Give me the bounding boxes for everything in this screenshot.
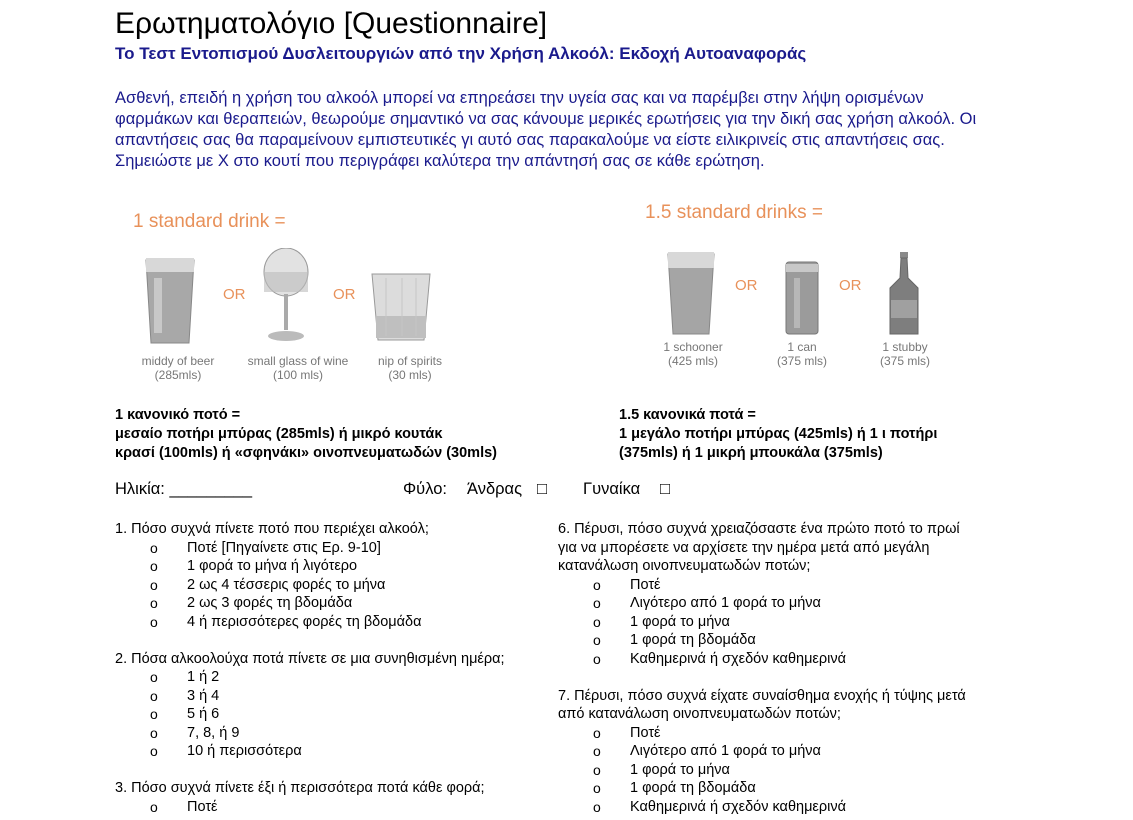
beer-glass-icon <box>146 258 194 343</box>
option-label: 3 ή 4 <box>187 687 220 704</box>
question-block <box>115 650 535 761</box>
option-bullet-icon: o <box>150 724 158 741</box>
option-bullet-icon: o <box>593 632 601 648</box>
questions-left-column <box>115 520 535 816</box>
option-label: Ποτέ <box>630 724 661 741</box>
answer-option[interactable] <box>115 705 535 724</box>
option-label: Λιγότερο από 1 φορά το μήνα <box>630 743 821 759</box>
question-block <box>558 687 978 817</box>
age-field[interactable]: Ηλικία: _________ <box>115 480 253 498</box>
female-checkbox[interactable]: □ <box>660 480 670 498</box>
option-label: 5 ή 6 <box>187 706 220 722</box>
drink-caption: nip of spirits (30 mls) <box>377 354 443 382</box>
option-label: 1 φορά τη βδομάδα <box>630 780 756 796</box>
drink-caption: middy of beer (285mls) <box>141 354 215 382</box>
answer-option[interactable] <box>558 594 978 613</box>
intro-instruction: Σημειώστε με Χ στο κουτί που περιγράφει καλύτερα την απάντησή σας σε κάθε ερώτηση. <box>115 152 765 170</box>
option-label: 2 ως 4 τέσσερις φορές το μήνα <box>187 576 386 593</box>
option-bullet-icon: o <box>593 576 601 593</box>
option-label: 10 ή περισσότερα <box>187 743 302 759</box>
answer-option[interactable] <box>558 742 978 761</box>
option-bullet-icon: o <box>593 724 601 741</box>
option-label: Ποτέ [Πηγαίνετε στις Ερ. 9-10] <box>187 539 381 556</box>
question-text: 6. Πέρυσι, πόσο συχνά χρειαζόσαστε ένα πρώτο ποτό το πρωί για να μπορέσετε να αρχίσετε την ημέρα μετά από μεγάλη κατανάλωση οινοπνευματωδών ποτών; <box>558 521 960 574</box>
option-bullet-icon: o <box>150 687 158 704</box>
answer-option[interactable] <box>115 557 535 576</box>
option-bullet-icon: o <box>150 613 158 630</box>
answer-option[interactable] <box>115 742 535 761</box>
option-label: 7, 8, ή 9 <box>187 724 240 741</box>
answer-option[interactable] <box>558 650 978 669</box>
spirits-glass-icon <box>372 274 430 340</box>
answer-option[interactable] <box>115 594 535 613</box>
question-text: 1. Πόσο συχνά πίνετε ποτό που περιέχει αλκοόλ; <box>115 521 429 537</box>
answer-option[interactable] <box>115 687 535 706</box>
option-bullet-icon: o <box>150 743 158 759</box>
or-label: OR <box>839 277 862 294</box>
or-label: OR <box>735 277 758 294</box>
option-bullet-icon: o <box>150 595 158 611</box>
answer-options <box>115 539 535 632</box>
question-text: 2. Πόσα αλκοολούχα ποτά πίνετε σε μια συνηθισμένη ημέρα; <box>115 650 505 667</box>
option-label: Λιγότερο από 1 φορά το μήνα <box>630 595 821 611</box>
male-checkbox[interactable]: □ <box>537 480 547 498</box>
option-label: 1 φορά το μήνα <box>630 761 730 778</box>
question-text: 3. Πόσο συχνά πίνετε έξι ή περισσότερα ποτά κάθε φορά; <box>115 780 485 796</box>
question-text: 7. Πέρυσι, πόσο συχνά είχατε συναίσθημα ενοχής ή τύψης μετά από κατανάλωση οινοπνευματωδών ποτών; <box>558 687 966 722</box>
right-drinks-illustration <box>660 248 930 338</box>
beer-schooner-icon <box>668 252 714 334</box>
option-bullet-icon: o <box>593 743 601 759</box>
drink-caption: small glass of wine (100 mls) <box>247 354 349 382</box>
answer-option[interactable] <box>558 724 978 743</box>
answer-options <box>558 576 978 669</box>
wine-glass-icon <box>264 248 308 341</box>
sex-option-male-label: Άνδρας <box>467 480 523 498</box>
or-label: OR <box>223 286 246 303</box>
answer-option[interactable] <box>115 539 535 558</box>
standard-drink-definition-left: 1 κανονικό ποτό = μεσαίο ποτήρι μπύρας (285mls) ή μικρό κουτάκ κρασί (100mls) ή «σφηνάκι» οινοπνευματωδών (30mls) <box>115 407 497 461</box>
option-bullet-icon: o <box>150 706 158 722</box>
option-bullet-icon: o <box>593 798 601 815</box>
question-block <box>115 520 535 631</box>
answer-option[interactable] <box>558 613 978 632</box>
option-bullet-icon: o <box>150 539 158 556</box>
beer-bottle-icon <box>890 252 918 334</box>
questions-right-column <box>558 520 978 816</box>
answer-option[interactable] <box>558 798 978 817</box>
option-label: Ποτέ <box>187 798 218 815</box>
option-bullet-icon: o <box>593 780 601 796</box>
question-block <box>115 779 535 816</box>
option-label: 1 φορά το μήνα ή λιγότερο <box>187 558 358 574</box>
option-bullet-icon: o <box>150 558 158 574</box>
answer-option[interactable] <box>558 779 978 798</box>
sex-label: Φύλο: <box>403 480 447 498</box>
intro-text <box>115 88 985 172</box>
option-bullet-icon: o <box>150 669 158 685</box>
option-bullet-icon: o <box>150 576 158 593</box>
answer-option[interactable] <box>115 724 535 743</box>
one-and-half-standard-drinks-heading: 1.5 standard drinks = <box>645 202 823 223</box>
option-label: Ποτέ <box>630 576 661 593</box>
left-drinks-illustration <box>140 248 440 348</box>
option-label: Καθημερινά ή σχεδόν καθημερινά <box>630 798 846 815</box>
answer-option[interactable] <box>115 668 535 687</box>
drink-caption: 1 stubby (375 mls) <box>879 340 930 368</box>
option-label: 4 ή περισσότερες φορές τη βδομάδα <box>187 613 422 630</box>
option-label: Καθημερινά ή σχεδόν καθημερινά <box>630 650 846 667</box>
or-label: OR <box>333 286 356 303</box>
answer-option[interactable] <box>558 576 978 595</box>
option-label: 2 ως 3 φορές τη βδομάδα <box>187 595 353 611</box>
beer-can-icon <box>786 262 818 334</box>
standard-drink-definition-right: 1.5 κανονικά ποτά = 1 μεγάλο ποτήρι μπύρας (425mls) ή 1 ι ποτήρι (375mls) ή 1 μικρή μπουκάλα (375mls) <box>619 407 938 461</box>
option-bullet-icon: o <box>593 761 601 778</box>
answer-options <box>115 798 535 817</box>
answer-options <box>115 668 535 761</box>
answer-option[interactable] <box>115 798 535 817</box>
option-bullet-icon: o <box>593 613 601 630</box>
drink-caption: 1 schooner (425 mls) <box>663 340 723 368</box>
option-bullet-icon: o <box>150 798 158 815</box>
sex-option-female-label: Γυναίκα <box>583 480 641 498</box>
option-bullet-icon: o <box>593 650 601 667</box>
option-label: 1 φορά το μήνα <box>630 613 730 630</box>
question-block <box>558 520 978 668</box>
answer-option[interactable] <box>115 576 535 595</box>
page-title: Ερωτηματολόγιο [Questionnaire] <box>115 7 548 40</box>
intro-paragraph: Ασθενή, επειδή η χρήση του αλκοόλ μπορεί να επηρεάσει την υγεία σας και να παρέμβει στην λήψη ορισμένων φαρμάκων και θεραπειών, θεωρούμε σημαντικό να σας κάνουμε μερικές ερωτήσεις για την δική σας χρήση αλκοόλ. Οι απαντήσεις σας θα παραμείνουν εμπιστευτικές γι αυτό σας παρακαλούμε να είστε ειλικρινείς στις απαντήσεις σας. <box>115 89 977 149</box>
option-bullet-icon: o <box>593 595 601 611</box>
page-subtitle: Το Τεστ Εντοπισμού Δυσλειτουργιών από την Χρήση Αλκοόλ: Εκδοχή Αυτοαναφοράς <box>115 44 807 63</box>
answer-option[interactable] <box>558 631 978 650</box>
answer-option[interactable] <box>558 761 978 780</box>
answer-options <box>558 724 978 817</box>
one-standard-drink-heading: 1 standard drink = <box>133 211 286 232</box>
option-label: 1 φορά τη βδομάδα <box>630 632 756 648</box>
drink-caption: 1 can (375 mls) <box>776 340 827 368</box>
answer-option[interactable] <box>115 613 535 632</box>
option-label: 1 ή 2 <box>187 669 220 685</box>
